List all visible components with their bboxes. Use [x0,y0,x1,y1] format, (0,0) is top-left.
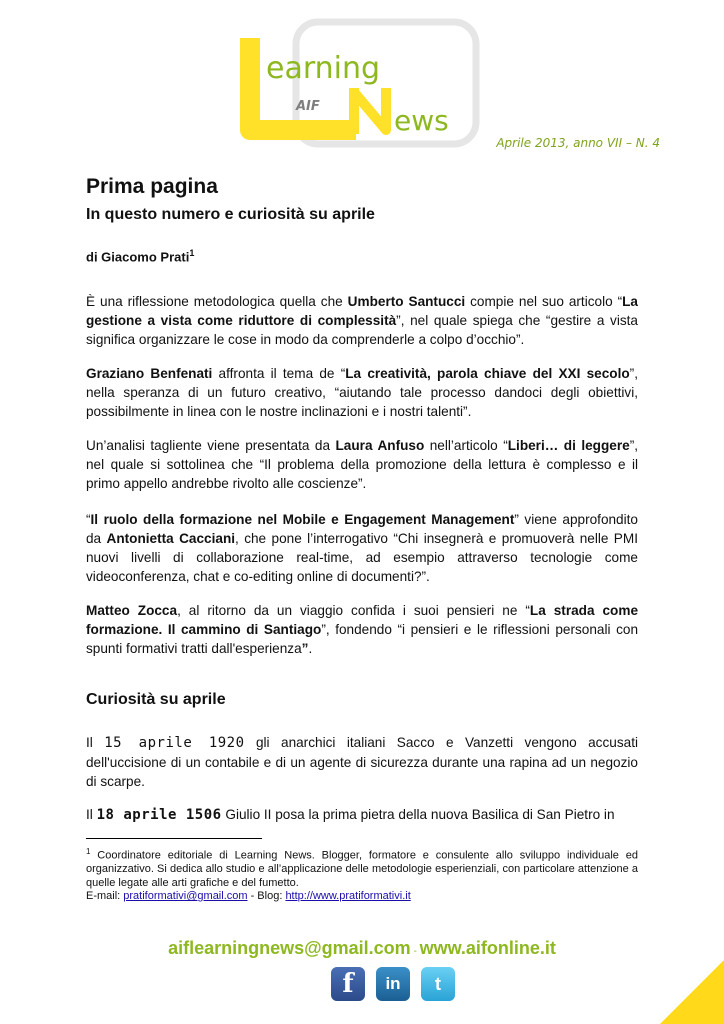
article-title: Liberi… di leggere [507,438,630,453]
learning-news-logo [236,18,484,148]
article-title: La creatività, parola chiave del XXI secolo [345,366,630,381]
article-title: La gestione a vista come riduttore di complessità [86,294,638,328]
page-subtitle: In questo numero e curiosità su aprile [86,206,375,223]
article-title: La strada come formazione. Il cammino di Santiago [86,603,639,637]
date-highlight: 15 aprile 1920 [104,735,245,751]
logo-word-1: earning [266,51,381,86]
footnote-divider [86,838,262,839]
twitter-icon[interactable]: t [421,967,455,1001]
date-highlight: 18 aprile 1506 [96,807,222,823]
paragraph-cacciani: “Il ruolo della formazione nel Mobile e Engagement Management” viene approfondito da Antonietta Cacciani, che pone l’interrogativo “Chi insegnerà e promuoverà nelle PMI nuovi livelli di collaborazione real-time, ad esempio attraverso tecnologie come videoconferenza, chat e co-editing online di documenti?”. [86,512,638,584]
email-link[interactable]: pratiformativi@gmail.com [123,890,248,903]
logo-brand: AIF [296,99,320,114]
paragraph-zocca: Matteo Zocca, al ritorno da un viaggio confida i suoi pensieri ne “La strada come formazione. Il cammino di Santiago”, fondendo “i pensieri e le riflessioni personali con spunti formativi tratti dall'esperienza”. [86,603,639,656]
paragraph-date-1: Il 15 aprile 1920 gli anarchici italiani Sacco e Vanzetti vengono accusati dell'uccisione di un contabile e di un agente di sicurezza durante una rapina ad un negozio di scarpe. [86,735,638,789]
byline-text: di Giacomo Prati [86,249,190,265]
footnote-ref[interactable]: 1 [189,248,195,258]
author-name: Graziano Benfenati [86,366,213,381]
paragraph-anfuso: Un’analisi tagliente viene presentata da Laura Anfuso nell’articolo “Liberi… di leggere”, nel quale si sottolinea che “Il problema della promozione della lettura è complesso e il primo appello andrebbe rivolto alle coscienze”. [86,438,639,491]
section-title-curiosita: Curiosità su aprile [86,691,226,708]
linkedin-icon[interactable]: in [376,967,410,1001]
paragraph-benfenati: Graziano Benfenati affronta il tema de “La creatività, parola chiave del XXI secolo”, nella speranza di un futuro creativo, “aiutando tale processo dandoci degli obiettivi, possibilmente in linea con le nostre inclinazioni e i nostri talenti”. [86,366,638,419]
page-title: Prima pagina [86,175,218,198]
byline [86,248,194,264]
corner-decoration [660,960,724,1024]
author-name: Umberto Santucci [347,294,466,309]
author-name: Antonietta Cacciani [106,531,236,546]
article-title: Il ruolo della formazione nel Mobile e Engagement Management [90,512,515,527]
footer-email-link[interactable]: aiflearningnews@gmail.com [168,938,411,958]
footer-contact: aiflearningnews@gmail.com - www.aifonline.it [168,938,556,958]
footer-site-link[interactable]: www.aifonline.it [419,938,556,958]
footnote: $^1$ Coordinatore editoriale di Learning News. Blogger, formatore e consulente allo sviluppo individuale ed organizzativo. Si dedica allo studio e all’applicazione delle metodologie esperienziali, con particolare attenzione a quelle legate alle arti grafiche e del fumetto. E-mail: pratiformativi@gmail.com - Blog: http://www.pratiformativi.it [86,847,638,903]
paragraph-santucci: È una riflessione metodologica quella che Umberto Santucci compie nel suo articolo “La gestione a vista come riduttore di complessità”, nel quale spiega che “gestire a vista significa organizzare le cose in modo da comprenderle a colpo d’occhio”. [86,294,638,347]
issue-label: Aprile 2013, anno VII – N. 4 [496,136,660,150]
paragraph-date-2: Il 18 aprile 1506 Giulio II posa la prima pietra della nuova Basilica di San Pietro in [86,807,615,823]
logo-word-2: ews [394,104,449,137]
author-name: Matteo Zocca [86,603,178,618]
blog-link[interactable]: http://www.pratiformativi.it [285,890,411,903]
facebook-icon[interactable]: f [331,967,365,1001]
author-name: Laura Anfuso [335,438,425,453]
